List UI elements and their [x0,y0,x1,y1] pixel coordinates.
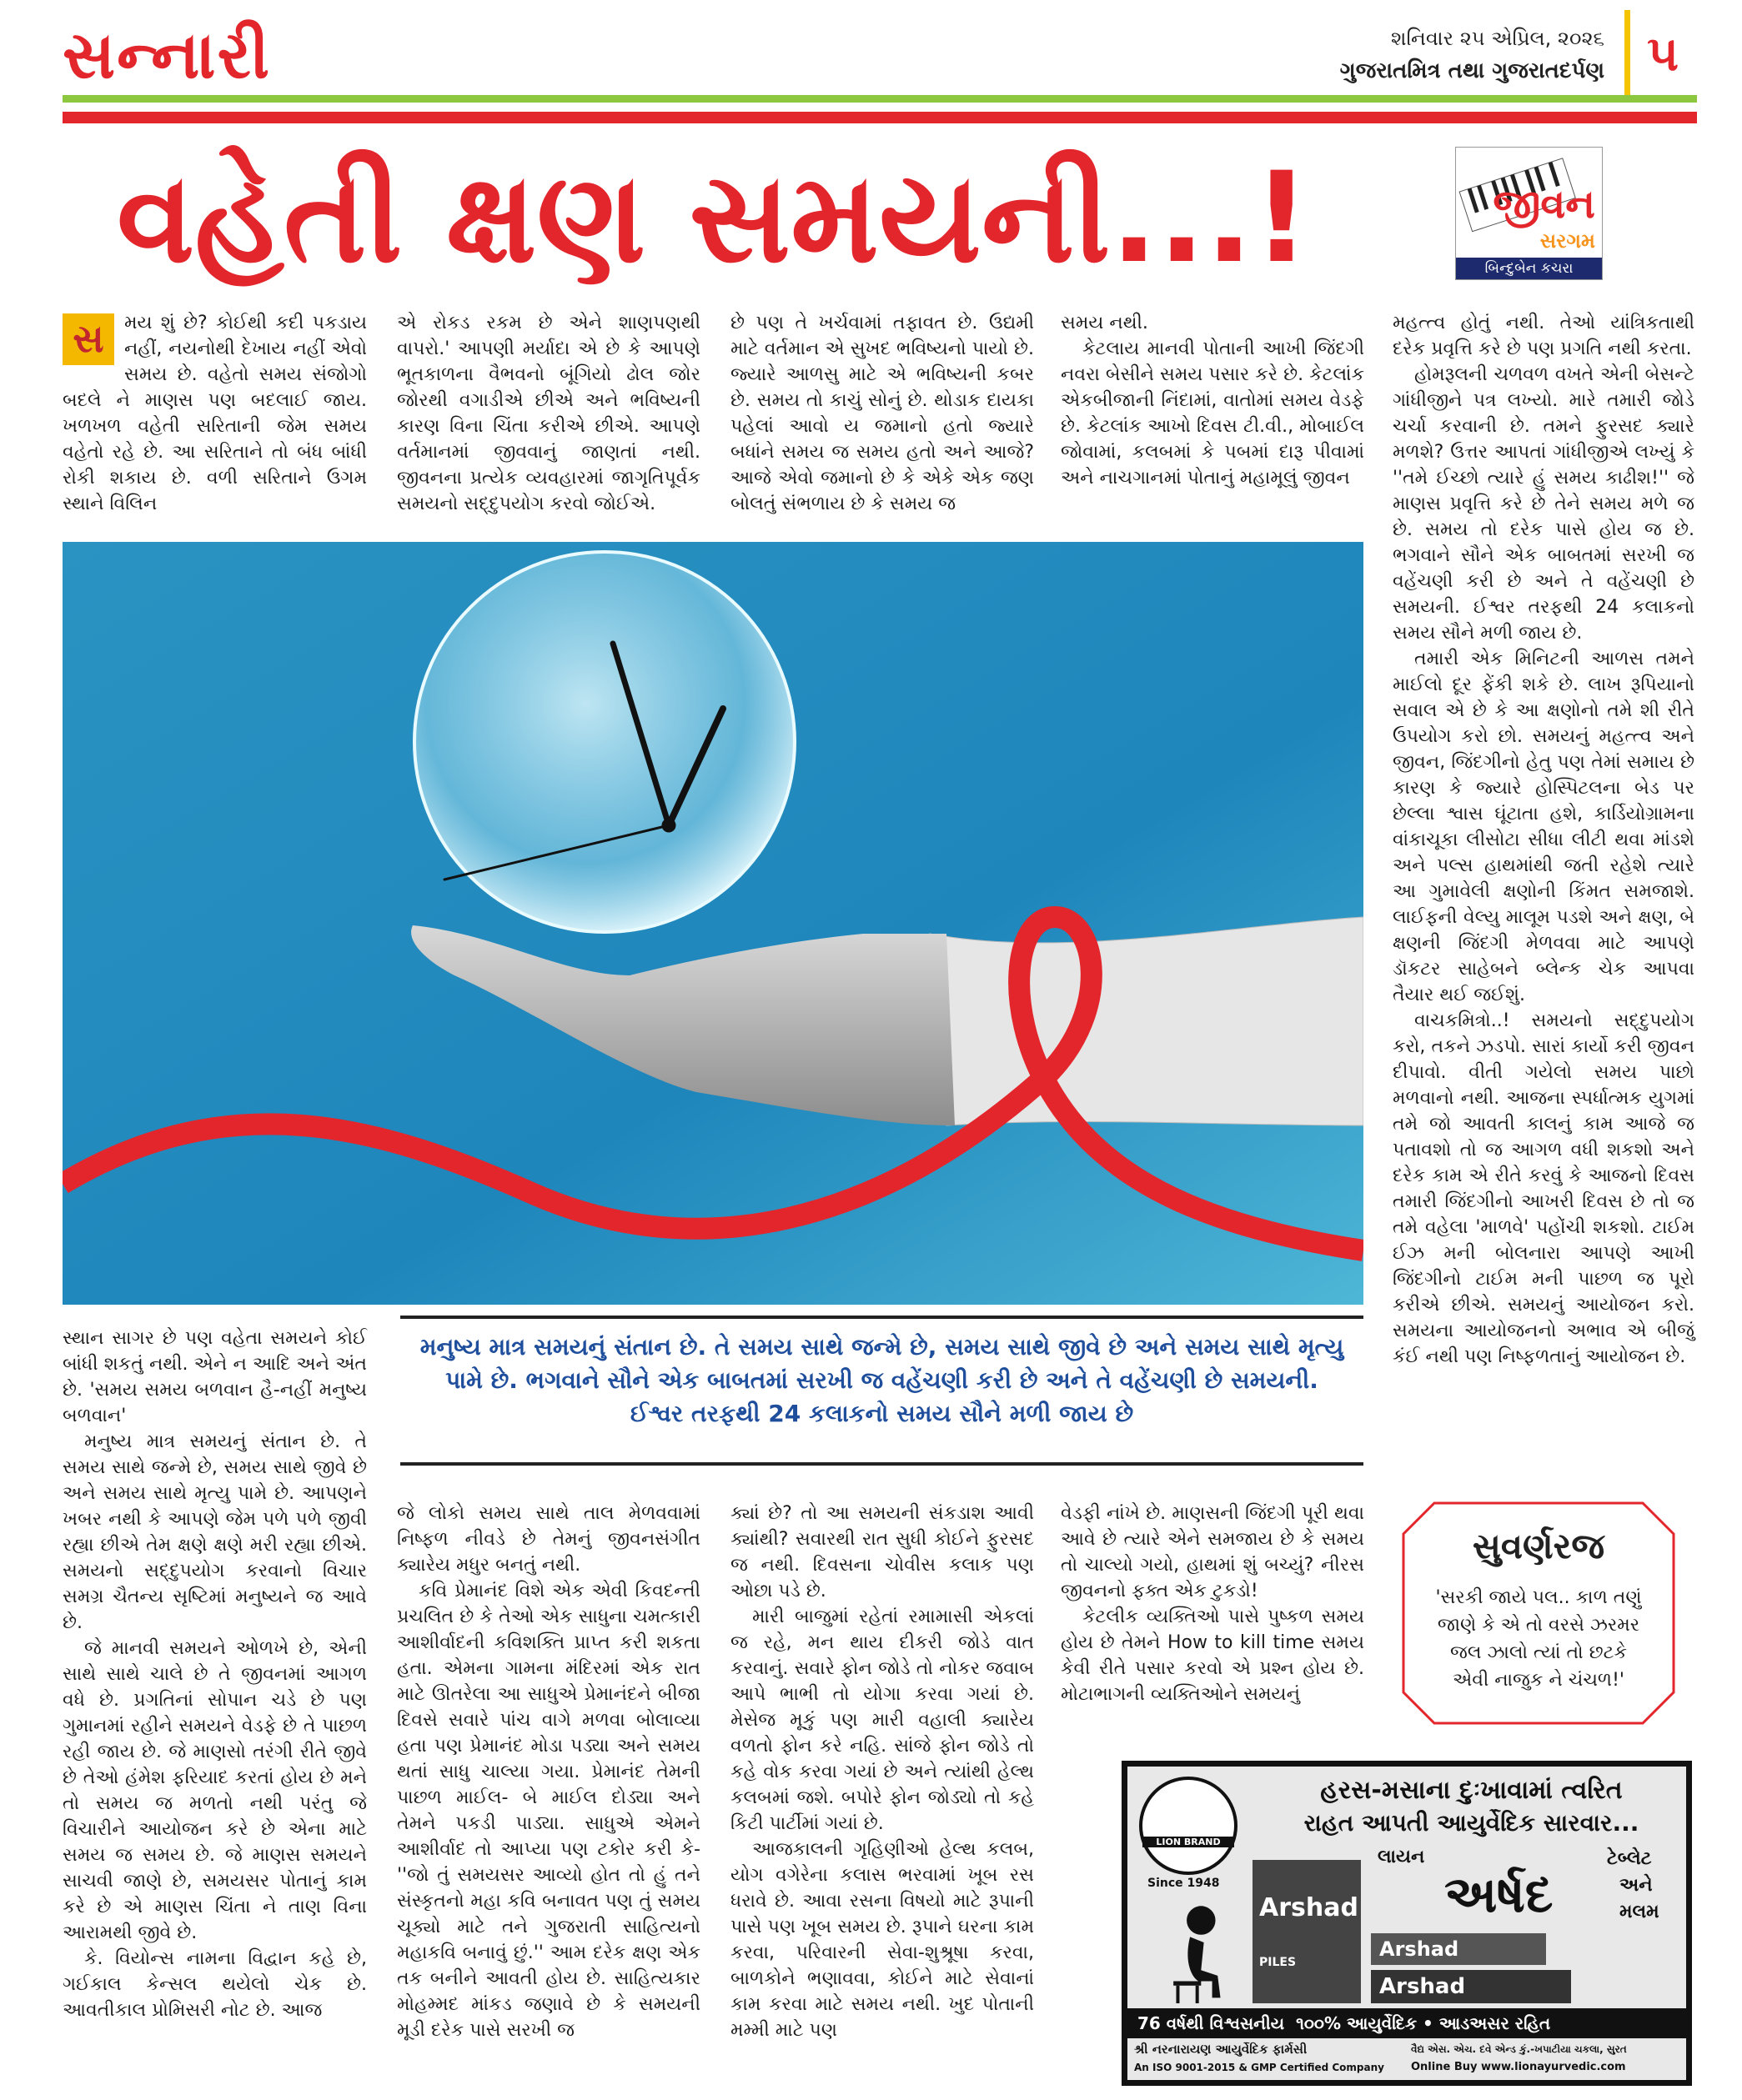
ad-headline: હરસ-મસાના દુઃખાવામાં ત્વરિત [1320,1776,1623,1805]
form-and: અને [1619,1875,1653,1896]
online-link[interactable]: Online Buy www.lionayurvedic.com [1411,2061,1626,2073]
article-col2-bottom [397,1501,700,2043]
logo-banner: LION BRAND [1142,1837,1234,1847]
company-name: શ્રી નરનારાયણ આયુર્વેદિક ફાર્મસી [1134,2042,1308,2057]
drop-cap: સ [63,313,114,365]
box-verse: 'સરકી જાયે પલ.. કાળ તણું જાણે કે એ તો વરસે ઝરમર જલ ઝાલો ત્યાં તો છટકે એવી નાજુક ને ચંચળ!' [1435,1587,1642,1691]
trust-banner [1127,2008,1686,2038]
divider [63,95,1697,103]
article-col2-top [397,310,700,517]
column-logo [1455,147,1603,280]
product-tag: PILES [1259,1956,1297,1969]
paper-name: ગુજરાતમિત્ર તથા ગુજરાતદર્પણ [1339,58,1604,83]
dealer-text: વૈદ્ય એસ. એચ. દવે એન્ડ કું.-ખપાટીયા ચકલા, સુરત [1411,2043,1627,2055]
paragraph: જે લોકો સમય સાથે તાલ મેળવવામાં નિષ્ફળ નીવડે છે તેમનું જીવનસંગીત ક્યારેય મધુર બનતું નથી. [397,1503,700,1576]
paragraph: તમારી એક મિનિટની આળસ તમને માઈલો દૂર ફેંકી શકે છે. લાખ રૂપિયાનો સવાલ એ છે કે આ ક્ષણોનો તમે શી રીતે ઉપયોગ કરો છો. સમયનું મહત્ત્વ અને જીવન, જિંદગીનો હેતુ પણ તેમાં સમાય છે કારણ કે જ્યારે હોસ્પિટલના બેડ પર છેલ્લા શ્વાસ ઘૂંટાતા હશે, કાર્ડિયોગ્રામના વાંકાચૂકા લીસોટા સીધા લીટી થવા માંડશે અને પલ્સ હાથમાંથી જતી રહેશે ત્યારે આ ગુમાવેલી ક્ષણોની કિંમત સમજાશે. લાઈફની વેલ્યુ માલૂમ પડશે અને ક્ષણ, બે ક્ષણની જિંદગી મેળવવા માટે આપણે ડૉકટર સાહેબને બ્લેન્ક ચેક આપવા તૈયાર થઈ જઈશું. [1393,649,1694,1005]
suvarnaraj-box [1401,1501,1676,1726]
paragraph: મહત્ત્વ હોતું નથી. તેઓ યાંત્રિકતાથી દરેક પ્રવૃત્તિ કરે છે પણ પ્રગતિ નથી કરતા. [1393,313,1694,359]
paragraph: વેડફી નાંખે છે. માણસની જિંદગી પૂરી થવા આવે છે ત્યારે એને સમજાય છે કે સમય તો ચાલ્યો ગયો, હાથમાં શું બચ્યું? નીરસ જીવનનો ફક્ત એક ટુકડો! [1061,1503,1364,1601]
brand-name: અર્ષદ [1444,1866,1554,1924]
article-col1-bottom [63,1326,367,2023]
pull-quote-text: મનુષ્ય માત્ર સમયનું સંતાન છે. તે સમય સાથે જન્મે છે, સમય સાથે જીવે છે અને સમય સાથે મૃત્યુ પામે છે. ભગવાને સૌને એક બાબતમાં સરખી જ વહેંચણી કરી છે અને તે વહેંચણી છે સમયની. [419,1333,1344,1394]
issue-date: શનિવાર ૨૫ એપ્રિલ, ૨૦૨૬ [1391,27,1604,50]
headline: વહેતી ક્ષણ સમયની...! [117,146,1310,291]
divider [1624,10,1630,97]
article-col3-bottom [730,1501,1034,2043]
claims-text: ૧૦૦% આયુર્વેદિક • આડઅસર રહિત [1296,2013,1551,2033]
paragraph: કેટલીક વ્યક્તિઓ પાસે પુષ્કળ સમય હોય છે તેમને How to kill time સમય કેવી રીતે પસાર કરવો એ પ્રશ્ન હોય છે. મોટાભાગની વ્યક્તિઓને સમયનું [1061,1606,1364,1705]
paragraph: કે. વિયોન્સ નામના વિદ્વાન કહે છે, ગઈકાલ કેન્સલ થયેલો ચેક છે. આવતીકાલ પ્રોમિસરી નોટ છે. આજ [63,1948,367,2021]
paragraph: સમય નથી. [1061,313,1148,333]
paragraph: વાચકમિત્રો..! સમયનો સદ્દુપયોગ કરો, તકને ઝડપો. સારાં કાર્યો કરી જીવન દીપાવો. વીતી ગયેલો સમય પાછો મળવાનો નથી. આજના સ્પર્ધાત્મક યુગમાં તમે જો આવતી કાલનું કામ આજે જ પતાવશો તો જ આગળ વધી શકશો અને દરેક કામ એ રીતે કરવું કે આજનો દિવસ તમારી જિંદગીનો આખરી દિવસ છે તો જ તમે વહેલા 'માળવે' પહોંચી શકશો. ટાઈમ ઈઝ મની બોલનારા આપણે આખી જિંદગીનો ટાઈમ મની પાછળ જ પૂરો કરીએ છીએ. સમયનું આયોજન કરો. સમયના આયોજનનો અભાવ એ બીજું કંઈ નથી પણ નિષ્ફળતાનું આયોજન છે. [1393,1010,1694,1367]
trust-text: 76 વર્ષથી વિશ્વસનીય [1137,2013,1285,2033]
paragraph: સ્થાન સાગર છે પણ વહેતા સમયને કોઈ બાંધી શકતું નથી. એને ન આદિ અને અંત છે. 'સમય સમય બળવાન હૈ-નહીં મનુષ્ય બળવાન' [63,1328,367,1426]
pull-quote [400,1316,1363,1466]
paragraph: ક્યાં છે? તો આ સમયની સંકડાશ આવી ક્યાંથી? સવારથી રાત સુધી કોઈને ફુરસદ જ નથી. દિવસના ચોવીસ કલાક પણ ઓછા પડે છે. [730,1503,1034,1601]
ointment-box: Arshad [1371,1970,1571,2003]
article-photo [63,542,1363,1305]
article-col4-top [1061,310,1364,491]
paragraph: હોમરૂલની ચળવળ વખતે એની બેસન્ટે ગાંધીજીને પત્ર લખ્યો. મારે તમારી જોડે ચર્ચા કરવાની છે. તમને ફુરસદ ક્યારે મળશે? ઉત્તર આપતાં ગાંધીજીએ લખ્યું કે ''તમે ઈચ્છો ત્યારે હું સમય કાઢીશ!'' જે માણસ પ્રવૃત્તિ કરે છે તેને સમય મળે જ છે. સમય તો દરેક પાસે હોય જ છે. ભગવાને સૌને એક બાબતમાં સરખી જ વહેંચણી કરી છે અને તે વહેંચણી છે સમયની. ઈશ્વર તરફથી 24 કલાકનો સમય સૌને મળી જાય છે. [1393,364,1694,644]
article-col3-top [730,310,1034,517]
paragraph: આજકાલની ગૃહિણીઓ હેલ્થ કલબ, યોગ વગેરેના કલાસ ભરવામાં ખૂબ રસ ધરાવે છે. આવા રસના વિષયો માટે રૂપાની પાસે પણ ખૂબ સમય છે. રૂપાને ઘરના કામ કરવા, પરિવારની સેવા-શુશ્રૂષા કરવા, બાળકોને ભણાવવા, કોઈને માટે સેવાનાં કામ કરવા માટે સમય નથી. ખુદ પોતાની મમ્મી માટે પણ [730,1839,1034,2041]
paragraph: મનુષ્ય માત્ર સમયનું સંતાન છે. તે સમય સાથે જન્મે છે, સમય સાથે જીવે છે અને સમય સાથે મૃત્યુ પામે છે. આપણને ખબર નથી કે આપણે જેમ પળે પળે જીવી રહ્યા છીએ તેમ ક્ષણે ક્ષણે મરી રહ્યા છીએ. સમયનો સદ્દુપયોગ કરવાનો વિચાર સમગ્ર ચૈતન્ય સૃષ્ટિમાં મનુષ્યને જ આવે છે. [63,1431,367,1633]
product-name: Arshad [1259,1893,1358,1922]
pull-quote-text: ઈશ્વર તરફથી 24 કલાકનો સમય સૌને મળી જાય છે [630,1400,1134,1427]
brand-prefix: લાયન [1378,1847,1425,1867]
article-col4-bottom [1061,1501,1364,1707]
paragraph: મય શું છે? કોઈથી કદી પકડાય નહીં, નયનોથી દેખાય નહીં એવો સમય છે. વહેતો સમય સંજોગો બદલે ને માણસ પણ બદલાઈ જાય. ખળખળ વહેતી સરિતાની જેમ સમય વહેતો રહે છે. આ સરિતાને તો બંધ બાંધી રોકી શકાય છે. વળી સરિતાને ઉગમ સ્થાને વિલિન [63,313,367,514]
person-in-pain-icon [1152,1898,1244,2003]
author-name: બિન્દુબેન કચરા [1456,258,1602,279]
paragraph: મારી બાજુમાં રહેતાં રમામાસી એકલાં જ રહે, મન થાય દીકરી જોડે વાત કરવાનું. સવારે ફોન જોડે તો નોકર જવાબ આપે ભાભી તો યોગા કરવા ગયાં છે. મેસેજ મૂકું પણ મારી વહાલી ક્યારેય વળતો ફોન કરે નહિ. સાંજે ફોન જોડે તો કહે વોક કરવા ગયાં છે અને ત્યાંથી હેલ્થ કલબમાં જશે. બપોરે ફોન જોડ્યો તો કહે કિટી પાર્ટીમાં ગયાં છે. [730,1606,1034,1834]
divider [63,112,1697,123]
logo-title: જીવન [1493,181,1595,228]
certification-text: An ISO 9001-2015 & GMP Certified Company [1134,2062,1384,2073]
paragraph: કવિ પ્રેમાનંદ વિશે એક એવી કિવદન્તી પ્રચલિત છે કે તેઓ એક સાધુના ચમત્કારી આશીર્વાદની કવિશક્તિ પ્રાપ્ત કરી શકતા હતા. એમના ગામના મંદિરમાં એક રાત માટે ઊતરેલા આ સાધુએ પ્રેમાનંદને બીજા દિવસે સવારે પાંચ વાગે મળવા બોલાવ્યા હતા પણ પ્રેમાનંદ મોડા પડ્યા અને સમય થતાં સાધુ ચાલ્યા ગયા. પ્રેમાનંદ તેમની પાછળ માઈલ- બે માઈલ દોડ્યા અને તેમને પકડી પાડ્યા. સાધુએ એમને આશીર્વાદ તો આપ્યા પણ ટકોર કરી કે- ''જો તું સમયસર આવ્યો હોત તો હું તને સંસ્કૃતનો મહા કવિ બનાવત પણ તું સમય ચૂક્યો માટે તને ગુજરાતી સાહિત્યનો મહાકવિ બનાવું છું.'' આમ દરેક ક્ષણ એક તક બનીને આવતી હોય છે. સાહિત્યકાર મોહમ્મદ માંકડ જણાવે છે કે સમયની મૂડી દરેક પાસે સરખી જ [397,1581,700,2041]
paragraph: એ રોકડ રકમ છે એને શાણપણથી વાપરો.' આપણી મર્યાદા એ છે કે આપણે ભૂતકાળના વૈભવનો બૂંગિયો ઢોલ જોર જોરથી વગાડીએ છીએ અને ભવિષ્યની કારણ વિના ચિંતા કરીએ છીએ. આપણે વર્તમાનમાં જીવવાનું જાણતાં નથી. જીવનના પ્રત્યેક વ્યવહારમાં જાગૃતિપૂર્વક સમયનો સદ્દુપયોગ કરવો જોઈએ. [397,313,700,514]
sleeve [930,917,1363,1125]
page-number: ૫ [1647,25,1679,82]
form-tablet: ટેબ્લેટ [1607,1848,1652,1869]
paragraph: જે માનવી સમયને ઓળખે છે, એની સાથે સાથે ચાલે છે તે જીવનમાં આગળ વધે છે. પ્રગતિનાં સોપાન ચડે છે પણ ગુમાનમાં રહીને સમયને વેડફે છે તે પાછળ રહી જાય છે. જે માણસો તરંગી રીતે જીવે છે તેઓ હંમેશ ફરિયાદ કરતાં હોય છે મને તો સમય જ મળતો નથી પરંતુ જે વિચારીને આયોજન કરે છે એના માટે સમય જ સમય છે. જે માણસ સમયને સાચવી જાણે છે, સમયસર પોતાનું કામ કરે છે એ માણસ ચિંતા ને તાણ વિના આરામથી જીવે છે. [63,1638,367,1943]
lion-logo [1139,1777,1237,1875]
logo-subtitle: સરગમ [1539,229,1595,253]
ad-headline: રાહત આપતી આયુર્વેદિક સારવાર... [1303,1809,1639,1837]
glass-bubble [414,552,795,932]
article-col1-top [63,310,367,517]
since-text: Since 1948 [1147,1877,1220,1890]
paragraph: કેટલાય માનવી પોતાની આખી જિંદગી નવરા બેસીને સમય પસાર કરે છે. કેટલાંક એકબીજાની નિંદામાં, વાતોમાં સમય વેડફે છે. કેટલાંક આખો દિવસ ટી.વી., મોબાઈલ જોવામાં, કલબમાં કે પબમાં દારૂ પીવામાં અને નાચગાનમાં પોતાનું મહામૂલું જીવન [1061,338,1365,489]
product-box [1253,1860,1361,2003]
box-title: સુવર્ણરજ [1472,1526,1605,1566]
form-ointment: મલમ [1619,1902,1659,1922]
article-col5 [1393,310,1694,1370]
paragraph: છે પણ તે ખર્ચવામાં તફાવત છે. ઉદ્યમી માટે વર્તમાન એ સુખદ ભવિષ્યનો પાયો છે. જ્યારે આળસુ માટે એ ભવિષ્યની કબર છે. સમય તો કાચું સોનું છે. થોડાક દાયકા પહેલાં આવો ય જમાનો હતો જ્યારે બધાંને સમય જ સમય હતો અને આજે? આજે એવો જમાનો છે કે એકે એક જણ બોલતું સંભળાય છે કે સમય જ [730,313,1034,514]
ointment-tube: Arshad [1371,1933,1546,1965]
masthead-logo: સન્નારી [63,18,272,93]
advertisement[interactable] [1122,1761,1692,2086]
